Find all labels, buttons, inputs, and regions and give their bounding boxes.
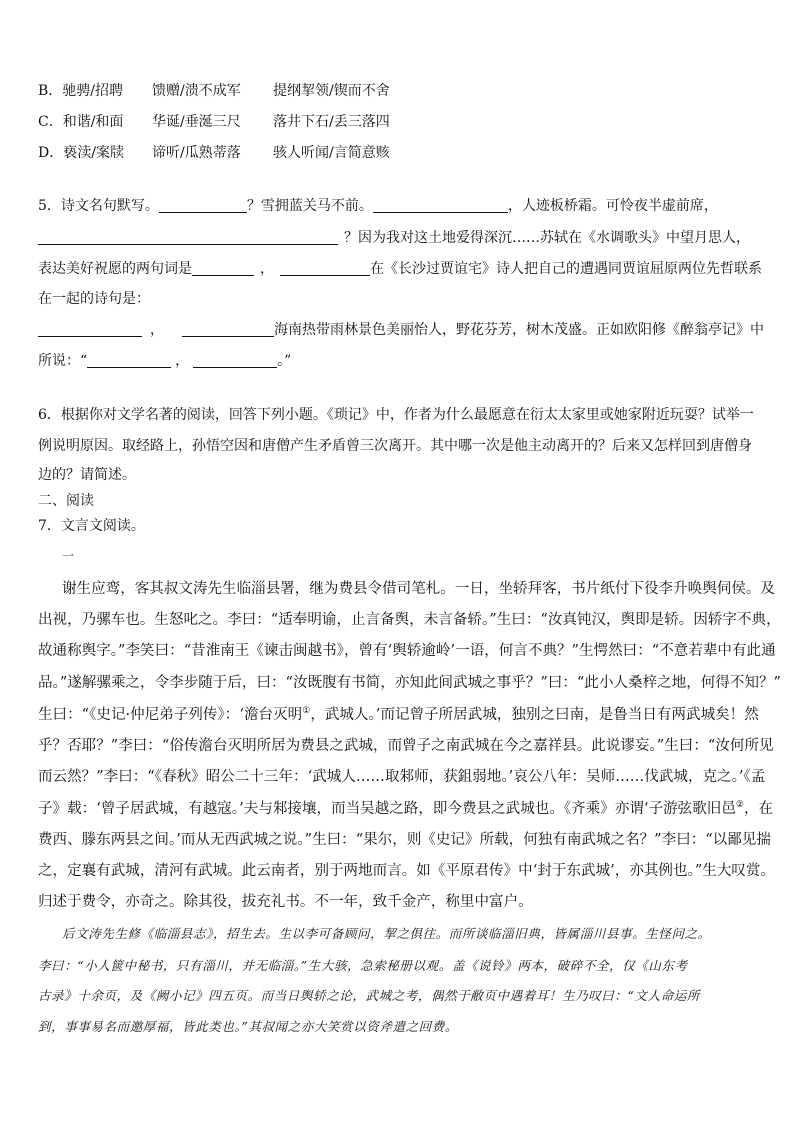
option-b-a: 馈赠/溃不成军 bbox=[152, 83, 241, 99]
q5-text: ？因为我对这土地爱得深沉……苏轼在《水调歌头》中望月思人， bbox=[344, 230, 750, 246]
passage-line bbox=[38, 798, 774, 822]
footnote-marker: ① bbox=[302, 706, 311, 716]
note-line: 到，事事易名而邀厚福，皆此类也。”其叔闻之亦大笑赏以资斧遣之回费。 bbox=[38, 1019, 458, 1034]
q5-text: 所说：“ bbox=[38, 353, 88, 369]
option-b-b: 提纲挈领/锲而不舍 bbox=[273, 83, 390, 99]
q7-heading: 7．文言文阅读。 bbox=[38, 518, 145, 534]
option-c-b: 落井下石/丢三落四 bbox=[273, 114, 390, 130]
q5-text: 5．诗文名句默写。 bbox=[38, 198, 159, 214]
q5-line-5 bbox=[38, 319, 764, 341]
answer-blank[interactable] bbox=[192, 260, 254, 276]
option-c-a: 华诞/垂涎三尺 bbox=[152, 114, 241, 130]
option-b bbox=[38, 80, 758, 102]
option-d-label: D．亵渎/案牍 bbox=[38, 145, 124, 161]
passage-line: 品。”遂解骡乘之，令李步随于后，曰：“汝既腹有书简，亦知此间武城之事乎？”曰：“此小人桑梓之地，何得不知？” bbox=[38, 675, 782, 691]
answer-blank[interactable] bbox=[38, 229, 338, 245]
option-c-label: C．和谐/和面 bbox=[38, 114, 124, 130]
q5-text: ， bbox=[150, 322, 164, 338]
passage-text: ，在 bbox=[744, 801, 774, 817]
answer-blank[interactable] bbox=[182, 321, 274, 337]
q5-line-6 bbox=[38, 350, 758, 372]
q5-text: 表达美好祝愿的两句词是 bbox=[38, 261, 192, 277]
answer-blank[interactable] bbox=[280, 260, 370, 276]
answer-blank[interactable] bbox=[373, 197, 508, 213]
answer-blank[interactable] bbox=[38, 321, 142, 337]
q5-line-3 bbox=[38, 258, 762, 280]
passage-line: 归述于费令，亦奇之。除其役，拔充礼书。不一年，致千金产，称里中富户。 bbox=[38, 894, 533, 910]
passage-text: 子》载：‘曾子居武城，有越寇。’夫与邾接壤，而当吴越之路，即今费县之武城也。《齐乘》亦谓‘子游弦歌旧邑 bbox=[38, 801, 736, 817]
part-mark: 一 bbox=[62, 549, 75, 563]
q5-text: ，人迹板桥霜。可怜夜半虚前席， bbox=[507, 198, 718, 214]
option-b-label: B．驰骋/招聘 bbox=[38, 83, 124, 99]
q5-text: 在《长沙过贾谊宅》诗人把自己的遭遇同贾谊屈原两位先哲联系 bbox=[370, 261, 762, 277]
passage-line: 之，定襄有武城，清河有武城。此云南者，别于两地而言。如《平原君传》中‘封于东武城’，亦其例也。”生大叹赏。 bbox=[38, 863, 776, 879]
q5-text: 海南热带雨林景色美丽怡人，野花芬芳，树木茂盛。正如欧阳修《醉翁亭记》中 bbox=[274, 322, 764, 338]
passage-line: 谢生应鸾，客其叔文涛先生临淄县署，继为费县令借司笔札。一日，坐轿拜客，书片纸付下役李升唤舆伺侯。及 bbox=[62, 581, 775, 597]
q6-line: 边的？请简述。 bbox=[38, 467, 136, 483]
passage-line: 而云然？”李曰：“《春秋》昭公二十三年：‘武城人……取邾师，获鉏弱地。’哀公八年：吴师……伐武城，克之。’《孟 bbox=[38, 769, 766, 785]
passage-line: 费西、滕东两县之间。’而从无西武城之说。”生曰：“果尔，则《史记》所载，何独有南武城之名？”李曰：“以鄙见揣 bbox=[38, 832, 771, 848]
passage-line bbox=[38, 704, 758, 728]
q5-text: ， bbox=[175, 353, 190, 369]
q5-text: 。” bbox=[277, 353, 292, 369]
q5-line-4: 在一起的诗句是： bbox=[38, 291, 150, 307]
answer-blank[interactable] bbox=[159, 197, 247, 213]
passage-text: 生曰：“《史记·仲尼弟子列传》：‘澹台灭明 bbox=[38, 707, 303, 723]
option-d-a: 谛听/瓜熟蒂落 bbox=[152, 145, 241, 161]
passage-line: 乎？否耶？”李曰：“俗传澹台灭明所居为费县之武城，而曾子之南武城在今之嘉祥县。此说谬妄。”生曰：“汝何所见 bbox=[38, 738, 774, 754]
footnote-marker: ② bbox=[735, 800, 744, 810]
option-c bbox=[38, 111, 758, 133]
note-line: 古录》十余页，及《阙小记》四五页。而当日舆轿之论，武城之考，偶然于敝页中遇着耳！生乃叹曰：“文人命运所 bbox=[38, 988, 700, 1003]
answer-blank[interactable] bbox=[87, 352, 171, 368]
q5-text: ， bbox=[260, 261, 274, 277]
q5-line-2 bbox=[38, 227, 758, 249]
q6-line: 6．根据你对文学名著的阅读，回答下列小题。《琐记》中，作者为什么最愿意在衍太太家里或她家附近玩耍？试举一 bbox=[38, 407, 754, 423]
note-line: 李曰：“小人篋中秘书，只有淄川，并无临淄。”生大骇，急索秘册以观。盖《说铃》两本，破碎不全，仅《山东考 bbox=[38, 958, 688, 973]
option-d bbox=[38, 142, 758, 164]
q5-line-1 bbox=[38, 195, 758, 217]
note-line: 后文涛先生修《临淄县志》，招生去。生以李可备顾问，挈之俱往。而所谈临淄旧典，皆属淄川县事。生怪问之。 bbox=[62, 926, 711, 941]
option-d-b: 骇人听闻/言简意赅 bbox=[273, 145, 390, 161]
passage-line: 故通称舆字。”李笑曰：“昔淮南王《谏击闽越书》，曾有‘舆轿逾岭’一语，何言不典？”生愕然曰：“不意若辈中有此通 bbox=[38, 643, 776, 659]
section-heading: 二、阅读 bbox=[38, 493, 94, 509]
passage-line: 出视，乃骡车也。生怒叱之。李曰：“适奉明谕，止言备舆，未言备轿。”生曰：“汝真钝汉，舆即是轿。因轿字不典， bbox=[38, 612, 781, 628]
answer-blank[interactable] bbox=[193, 352, 277, 368]
q5-text: ？雪拥蓝关马不前。 bbox=[246, 198, 373, 214]
passage-text: ，武城人。’而记曾子所居武城，独别之曰南，是鲁当日有两武城矣！然 bbox=[310, 707, 759, 723]
q6-line: 例说明原因。取经路上，孙悟空因和唐僧产生矛盾曾三次离开。其中哪一次是他主动离开的？后来又怎样回到唐僧身 bbox=[38, 438, 752, 454]
